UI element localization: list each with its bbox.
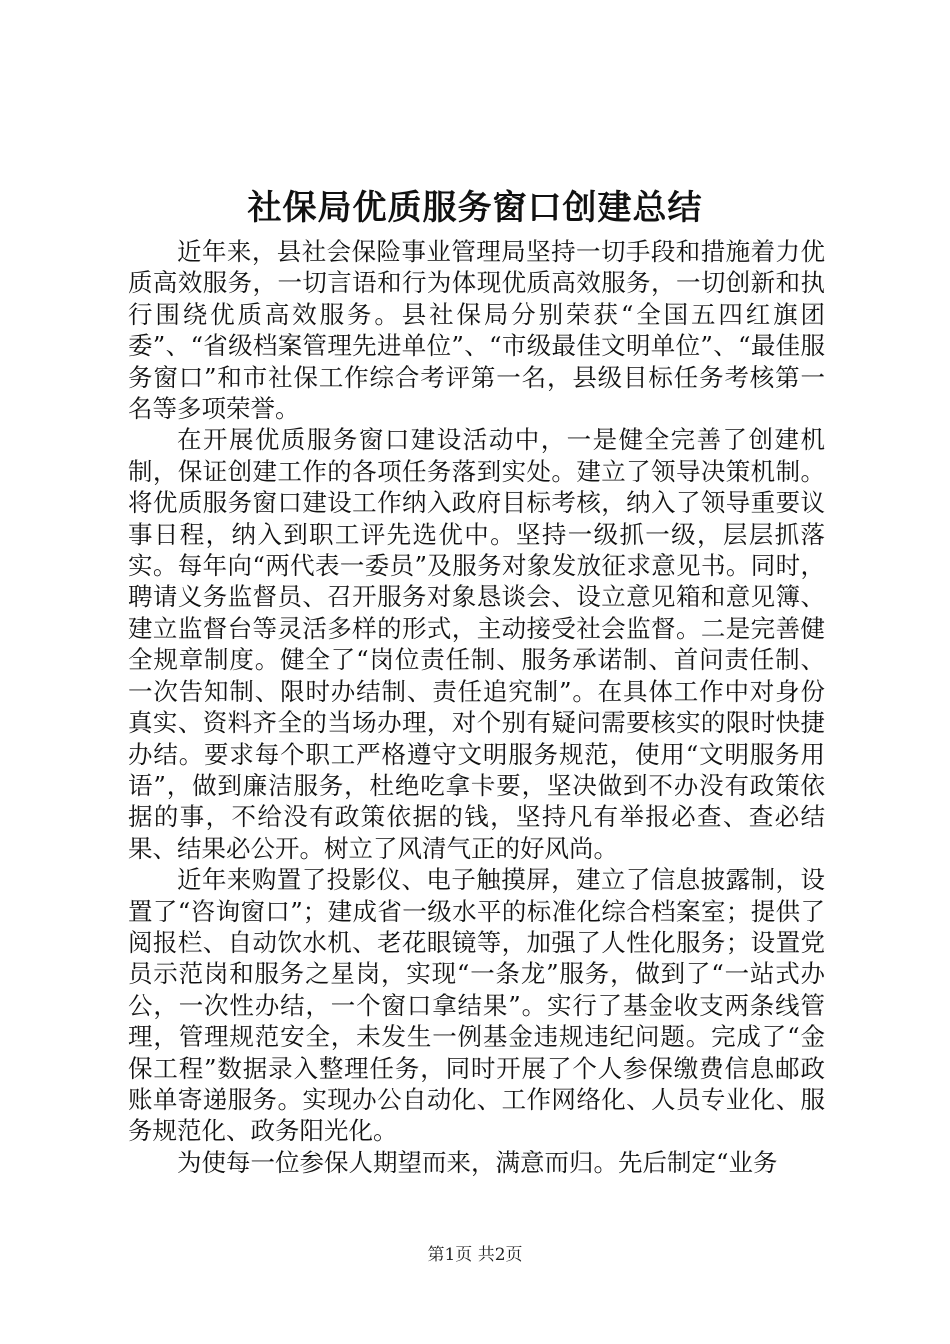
paragraph-4: 为使每一位参保人期望而来，满意而归。先后制定“业务 [177, 1147, 778, 1177]
page-number-footer: 第1页 共2页 [427, 1245, 523, 1265]
document-body [128, 236, 825, 1178]
paragraph-1: 近年来，县社会保险事业管理局坚持一切手段和措施着力优质高效服务，一切言语和行为体现优质高效服务，一切创新和执行围绕优质高效服务。县社保局分别荣获“全国五四红旗团委”、“省级档案管理先进单位”、“市级最佳文明单位”、“最佳服务窗口”和市社保工作综合考评第一名，县级目标任务考核第一名等多项荣誉。 [128, 237, 825, 424]
paragraph-2: 在开展优质服务窗口建设活动中，一是健全完善了创建机制，保证创建工作的各项任务落到实处。建立了领导决策机制。将优质服务窗口建设工作纳入政府目标考核，纳入了领导重要议事日程，纳入到职工评先选优中。坚持一级抓一级，层层抓落实。每年向“两代表一委员”及服务对象发放征求意见书。同时，聘请义务监督员、召开服务对象恳谈会、设立意见箱和意见簿、建立监督台等灵活多样的形式，主动接受社会监督。二是完善健全规章制度。健全了“岗位责任制、服务承诺制、首问责任制、一次告知制、限时办结制、责任追究制”。在具体工作中对身份真实、资料齐全的当场办理，对个别有疑问需要核实的限时快捷办结。要求每个职工严格遵守文明服务规范，使用“文明服务用语”，做到廉洁服务，杜绝吃拿卡要，坚决做到不办没有政策依据的事，不给没有政策依据的钱，坚持凡有举报必查、查必结果、结果必公开。树立了风清气正的好风尚。 [128, 425, 825, 863]
paragraph-3: 近年来购置了投影仪、电子触摸屏，建立了信息披露制，设置了“咨询窗口”；建成省一级水平的标准化综合档案室；提供了阅报栏、自动饮水机、老花眼镜等，加强了人性化服务；设置党员示范岗和服务之星岗，实现“一条龙”服务，做到了“一站式办公，一次性办结，一个窗口拿结果”。实行了基金收支两条线管理，管理规范安全，未发生一例基金违规违纪问题。完成了“金保工程”数据录入整理任务，同时开展了个人参保缴费信息邮政账单寄递服务。实现办公自动化、工作网络化、人员专业化、服务规范化、政务阳光化。 [128, 865, 825, 1146]
document-title: 社保局优质服务窗口创建总结 [247, 188, 703, 228]
